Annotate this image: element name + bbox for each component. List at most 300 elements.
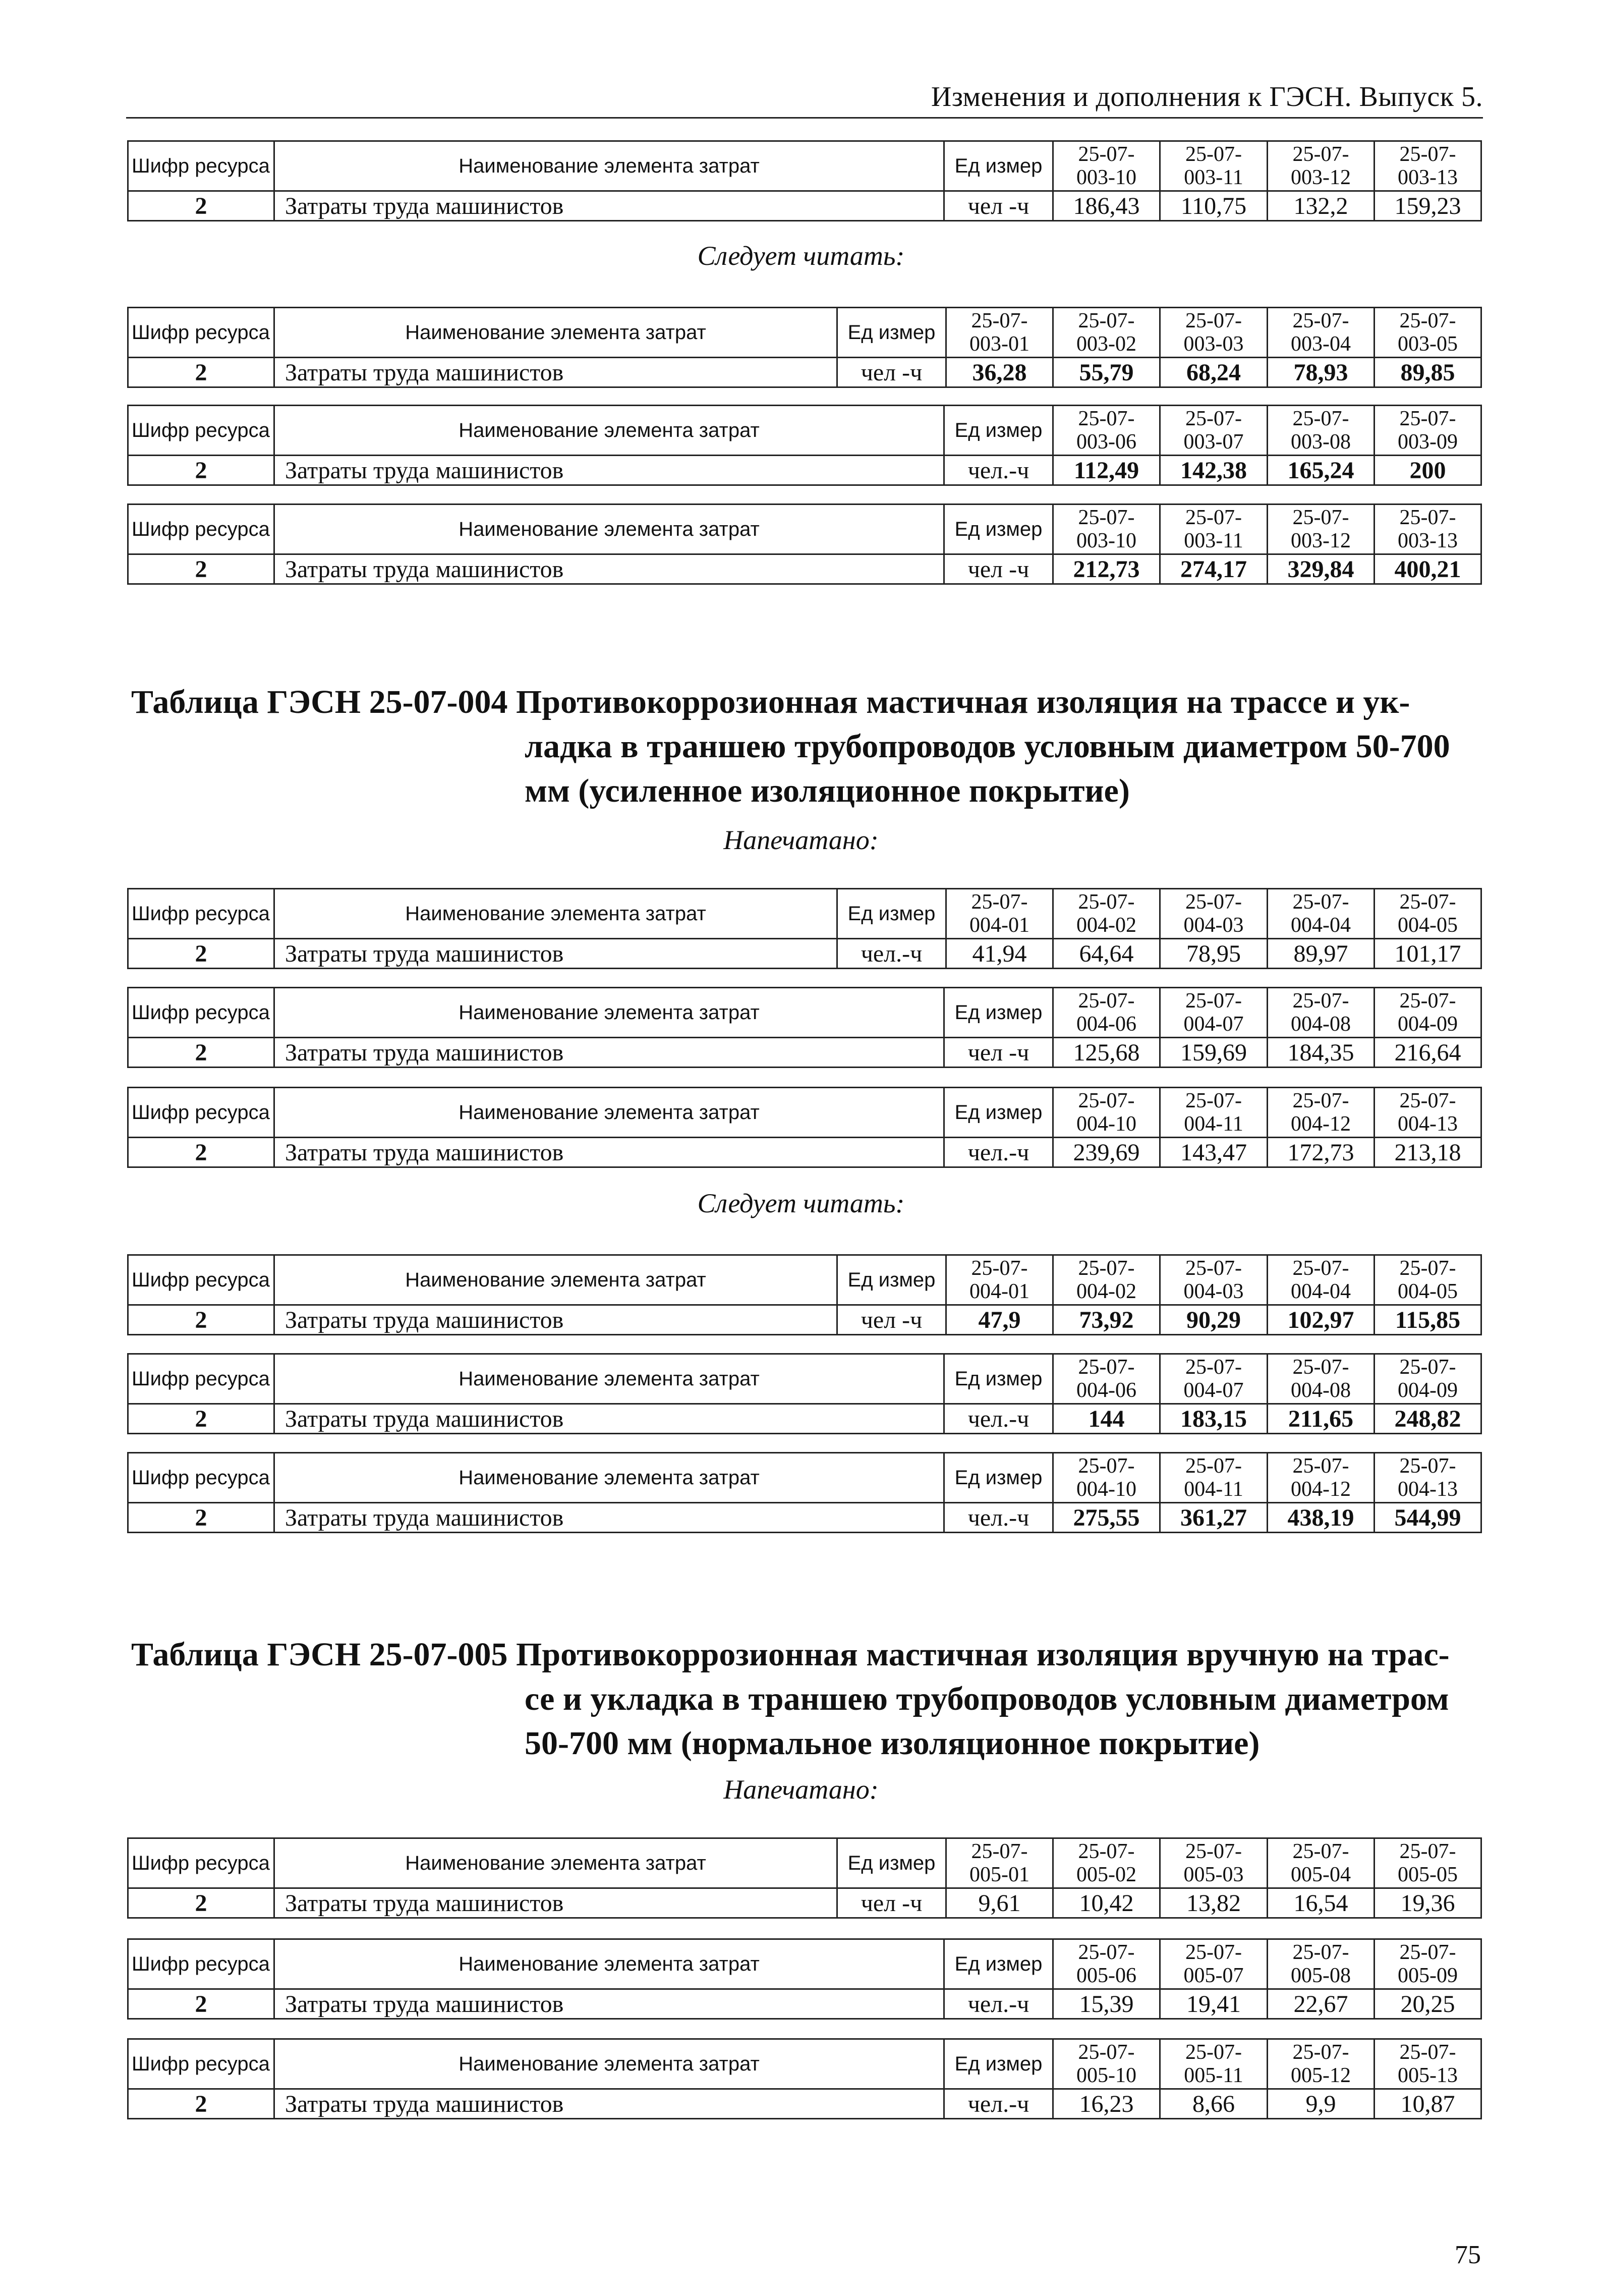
norm-code-prefix: 25-07- [1078, 407, 1135, 430]
unit-value: чел.-ч [944, 1138, 1053, 1167]
name-header: Наименование элемента затрат [274, 1354, 944, 1404]
unit-value: чел -ч [944, 1038, 1053, 1068]
norm-code-prefix: 25-07- [1185, 1089, 1242, 1112]
norm-code-prefix: 25-07- [971, 1257, 1028, 1280]
norm-code-suffix: 005-03 [1183, 1863, 1244, 1886]
resource-code: 2 [128, 554, 274, 584]
norm-code-prefix: 25-07- [971, 309, 1028, 332]
resource-table [127, 307, 1482, 388]
cost-value: 10,87 [1375, 2089, 1481, 2119]
page-number: 75 [1455, 2241, 1481, 2269]
resource-table [127, 1452, 1482, 1533]
resource-table [127, 2038, 1482, 2119]
norm-code-suffix: 003-13 [1398, 529, 1458, 552]
norm-code-suffix: 004-13 [1398, 1112, 1458, 1136]
norm-code-header [1053, 406, 1160, 456]
name-header: Наименование элемента затрат [274, 1453, 944, 1503]
resource-table [127, 1938, 1482, 2020]
unit-value: чел -ч [837, 1888, 946, 1918]
resource-code: 2 [128, 456, 274, 485]
norm-code-prefix: 25-07- [1292, 506, 1349, 529]
unit-value: чел -ч [837, 358, 946, 387]
norm-code-prefix: 25-07- [1078, 1454, 1135, 1478]
cost-value: 9,9 [1268, 2089, 1375, 2119]
cost-value: 438,19 [1268, 1503, 1375, 1533]
cipher-header: Шифр ресурса [128, 889, 274, 939]
cost-value: 41,94 [946, 939, 1053, 969]
table-header-row [128, 889, 1481, 939]
cost-value: 211,65 [1268, 1404, 1375, 1434]
cost-value: 47,9 [946, 1305, 1053, 1335]
norm-code-header [1160, 1354, 1268, 1404]
norm-code-header [1053, 308, 1160, 358]
cipher-header: Шифр ресурса [128, 1354, 274, 1404]
norm-code-suffix: 005-02 [1076, 1863, 1136, 1886]
cost-value: 112,49 [1053, 456, 1160, 485]
cost-value: 90,29 [1160, 1305, 1268, 1335]
resource-table [127, 888, 1482, 969]
resource-code: 2 [128, 939, 274, 969]
norm-code-prefix: 25-07- [1292, 1089, 1349, 1112]
norm-code-prefix: 25-07- [1399, 1257, 1456, 1280]
cost-value: 101,17 [1375, 939, 1481, 969]
resource-name: Затраты труда машинистов [274, 191, 944, 221]
norm-code-header [1268, 406, 1375, 456]
resource-name: Затраты труда машинистов [274, 1404, 944, 1434]
unit-header: Ед измер [944, 406, 1053, 456]
norm-code-prefix: 25-07- [1292, 2041, 1349, 2064]
norm-code-suffix: 005-10 [1076, 2064, 1136, 2087]
norm-code-header [1053, 2039, 1160, 2089]
norm-code-header [1053, 1354, 1160, 1404]
norm-code-prefix: 25-07- [1078, 890, 1135, 914]
norm-code-prefix: 25-07- [1185, 1356, 1242, 1379]
norm-code-prefix: 25-07- [1399, 1089, 1456, 1112]
cost-value: 125,68 [1053, 1038, 1160, 1068]
norm-code-prefix: 25-07- [1399, 890, 1456, 914]
norm-code-header [1053, 1838, 1160, 1888]
norm-code-header [1375, 1453, 1481, 1503]
unit-value: чел.-ч [944, 1503, 1053, 1533]
norm-code-suffix: 003-07 [1183, 430, 1244, 454]
unit-value: чел.-ч [944, 456, 1053, 485]
name-header: Наименование элемента затрат [274, 988, 944, 1038]
table-row [128, 2089, 1481, 2119]
cost-value: 36,28 [946, 358, 1053, 387]
cost-value: 165,24 [1268, 456, 1375, 485]
norm-code-header [1375, 1354, 1481, 1404]
resource-table [127, 1254, 1482, 1335]
norm-code-prefix: 25-07- [1399, 1454, 1456, 1478]
norm-code-header [1375, 505, 1481, 554]
table-row [128, 191, 1481, 221]
cost-value: 274,17 [1160, 554, 1268, 584]
cost-value: 9,61 [946, 1888, 1053, 1918]
norm-code-suffix: 004-12 [1291, 1478, 1351, 1501]
resource-name: Затраты труда машинистов [274, 1305, 837, 1335]
norm-code-prefix: 25-07- [1399, 143, 1456, 166]
cost-value: 89,85 [1375, 358, 1481, 387]
unit-header: Ед измер [944, 1088, 1053, 1138]
resource-name: Затраты труда машинистов [274, 1989, 944, 2019]
norm-code-prefix: 25-07- [1185, 407, 1242, 430]
norm-code-header [1053, 141, 1160, 191]
name-header: Наименование элемента затрат [274, 308, 837, 358]
norm-code-suffix: 004-05 [1398, 1280, 1458, 1303]
page-header-title: Изменения и дополнения к ГЭСН. Выпуск 5. [931, 81, 1483, 113]
norm-code-suffix: 005-06 [1076, 1964, 1136, 1987]
table-header-row [128, 988, 1481, 1038]
cost-value: 16,23 [1053, 2089, 1160, 2119]
table-row [128, 1038, 1481, 1068]
name-header: Наименование элемента затрат [274, 406, 944, 456]
cost-value: 143,47 [1160, 1138, 1268, 1167]
cipher-header: Шифр ресурса [128, 1838, 274, 1888]
norm-code-header [1160, 1453, 1268, 1503]
norm-code-prefix: 25-07- [1078, 143, 1135, 166]
cipher-header: Шифр ресурса [128, 2039, 274, 2089]
cipher-header: Шифр ресурса [128, 1453, 274, 1503]
resource-code: 2 [128, 2089, 274, 2119]
read-as-note: Следует читать: [697, 1188, 905, 1218]
cipher-header: Шифр ресурса [128, 406, 274, 456]
norm-code-header [1375, 308, 1481, 358]
unit-header: Ед измер [837, 889, 946, 939]
norm-code-prefix: 25-07- [1185, 1941, 1242, 1964]
table-row [128, 358, 1481, 387]
norm-code-header [1053, 1453, 1160, 1503]
unit-value: чел -ч [837, 1305, 946, 1335]
cost-value: 13,82 [1160, 1888, 1268, 1918]
norm-code-header [1053, 988, 1160, 1038]
norm-code-header [1375, 406, 1481, 456]
resource-table [127, 1087, 1482, 1168]
name-header: Наименование элемента затрат [274, 889, 837, 939]
norm-code-suffix: 004-01 [969, 914, 1029, 937]
norm-code-prefix: 25-07- [1399, 407, 1456, 430]
cost-value: 216,64 [1375, 1038, 1481, 1068]
norm-code-suffix: 003-11 [1184, 166, 1243, 189]
unit-header: Ед измер [837, 1255, 946, 1305]
cost-value: 115,85 [1375, 1305, 1481, 1335]
cost-value: 275,55 [1053, 1503, 1160, 1533]
table-header-row [128, 308, 1481, 358]
resource-code: 2 [128, 1305, 274, 1335]
norm-code-prefix: 25-07- [1185, 890, 1242, 914]
resource-code: 2 [128, 358, 274, 387]
norm-code-suffix: 005-13 [1398, 2064, 1458, 2087]
norm-code-suffix: 004-11 [1184, 1478, 1243, 1501]
norm-code-prefix: 25-07- [1185, 143, 1242, 166]
norm-code-suffix: 003-04 [1291, 332, 1351, 356]
name-header: Наименование элемента затрат [274, 2039, 944, 2089]
unit-value: чел.-ч [944, 1989, 1053, 2019]
cost-value: 159,23 [1375, 191, 1481, 221]
norm-code-prefix: 25-07- [1399, 2041, 1456, 2064]
resource-name: Затраты труда машинистов [274, 1038, 944, 1068]
unit-header: Ед измер [944, 988, 1053, 1038]
cipher-header: Шифр ресурса [128, 505, 274, 554]
norm-code-header [1268, 1354, 1375, 1404]
table-header-row [128, 1255, 1481, 1305]
norm-code-suffix: 003-10 [1076, 529, 1136, 552]
cost-value: 15,39 [1053, 1989, 1160, 2019]
norm-code-header [1160, 1088, 1268, 1138]
norm-code-header [1268, 1453, 1375, 1503]
table-header-row [128, 1939, 1481, 1989]
cost-value: 361,27 [1160, 1503, 1268, 1533]
norm-code-suffix: 003-08 [1291, 430, 1351, 454]
table-row [128, 1888, 1481, 1918]
norm-code-prefix: 25-07- [1292, 1454, 1349, 1478]
norm-code-header [1053, 1088, 1160, 1138]
table-row [128, 456, 1481, 485]
norm-code-prefix: 25-07- [1292, 890, 1349, 914]
norm-code-header [1268, 889, 1375, 939]
name-header: Наименование элемента затрат [274, 1838, 837, 1888]
norm-code-suffix: 004-08 [1291, 1379, 1351, 1402]
norm-code-suffix: 003-12 [1291, 529, 1351, 552]
norm-code-header [1375, 1939, 1481, 1989]
norm-code-header [946, 308, 1053, 358]
resource-code: 2 [128, 1888, 274, 1918]
norm-code-prefix: 25-07- [1292, 1840, 1349, 1863]
cost-value: 89,97 [1268, 939, 1375, 969]
norm-code-header [1375, 1838, 1481, 1888]
cipher-header: Шифр ресурса [128, 1939, 274, 1989]
norm-code-prefix: 25-07- [1292, 407, 1349, 430]
table-row [128, 1989, 1481, 2019]
resource-code: 2 [128, 1503, 274, 1533]
norm-code-prefix: 25-07- [1078, 506, 1135, 529]
norm-code-header [1268, 1088, 1375, 1138]
section-title-line: Таблица ГЭСН 25-07-004 Противокоррозионная мастичная изоляция на трассе и ук- [131, 684, 1410, 720]
norm-code-suffix: 004-09 [1398, 1379, 1458, 1402]
norm-code-header [1160, 308, 1268, 358]
cost-value: 55,79 [1053, 358, 1160, 387]
cost-value: 159,69 [1160, 1038, 1268, 1068]
norm-code-header [1160, 1838, 1268, 1888]
norm-code-prefix: 25-07- [1078, 1356, 1135, 1379]
norm-code-prefix: 25-07- [1078, 989, 1135, 1013]
table-header-row [128, 1354, 1481, 1404]
unit-header: Ед измер [944, 1453, 1053, 1503]
unit-header: Ед измер [944, 505, 1053, 554]
norm-code-header [1160, 406, 1268, 456]
norm-code-header [1268, 988, 1375, 1038]
norm-code-prefix: 25-07- [1399, 1941, 1456, 1964]
table-header-row [128, 1088, 1481, 1138]
norm-code-header [1053, 505, 1160, 554]
cost-value: 132,2 [1268, 191, 1375, 221]
cost-value: 8,66 [1160, 2089, 1268, 2119]
resource-code: 2 [128, 1404, 274, 1434]
norm-code-prefix: 25-07- [1078, 1840, 1135, 1863]
cost-value: 64,64 [1053, 939, 1160, 969]
resource-code: 2 [128, 1138, 274, 1167]
norm-code-header [1375, 1255, 1481, 1305]
unit-value: чел.-ч [944, 2089, 1053, 2119]
norm-code-header [1268, 141, 1375, 191]
norm-code-prefix: 25-07- [1185, 1840, 1242, 1863]
norm-code-suffix: 004-01 [969, 1280, 1029, 1303]
cost-value: 184,35 [1268, 1038, 1375, 1068]
cost-value: 142,38 [1160, 456, 1268, 485]
norm-code-suffix: 005-08 [1291, 1964, 1351, 1987]
name-header: Наименование элемента затрат [274, 141, 944, 191]
cost-value: 213,18 [1375, 1138, 1481, 1167]
section-title-25-07-004 [131, 680, 1473, 813]
norm-code-prefix: 25-07- [1292, 1257, 1349, 1280]
norm-code-header [1375, 988, 1481, 1038]
norm-code-header [1268, 1939, 1375, 1989]
norm-code-prefix: 25-07- [1078, 1089, 1135, 1112]
cost-value: 19,41 [1160, 1989, 1268, 2019]
unit-header: Ед измер [944, 1939, 1053, 1989]
resource-name: Затраты труда машинистов [274, 554, 944, 584]
cost-value: 329,84 [1268, 554, 1375, 584]
norm-code-prefix: 25-07- [1078, 2041, 1135, 2064]
norm-code-prefix: 25-07- [1292, 989, 1349, 1013]
cost-value: 20,25 [1375, 1989, 1481, 2019]
unit-value: чел -ч [944, 191, 1053, 221]
resource-code: 2 [128, 1038, 274, 1068]
unit-value: чел -ч [944, 554, 1053, 584]
table-row [128, 939, 1481, 969]
section-title-line: 50-700 мм (нормальное изоляционное покрытие) [525, 1725, 1260, 1762]
norm-code-suffix: 005-04 [1291, 1863, 1351, 1886]
norm-code-header [1053, 1939, 1160, 1989]
norm-code-suffix: 003-13 [1398, 166, 1458, 189]
norm-code-header [1160, 2039, 1268, 2089]
unit-header: Ед измер [837, 1838, 946, 1888]
cipher-header: Шифр ресурса [128, 1088, 274, 1138]
norm-code-suffix: 004-13 [1398, 1478, 1458, 1501]
table-header-row [128, 1838, 1481, 1888]
cost-value: 78,95 [1160, 939, 1268, 969]
norm-code-header [1268, 2039, 1375, 2089]
norm-code-suffix: 003-06 [1076, 430, 1136, 454]
resource-name: Затраты труда машинистов [274, 1138, 944, 1167]
norm-code-prefix: 25-07- [1292, 1356, 1349, 1379]
table-header-row [128, 1453, 1481, 1503]
norm-code-suffix: 005-05 [1398, 1863, 1458, 1886]
norm-code-header [1375, 141, 1481, 191]
norm-code-suffix: 004-08 [1291, 1013, 1351, 1036]
norm-code-prefix: 25-07- [1292, 309, 1349, 332]
table-row [128, 1138, 1481, 1167]
resource-table [127, 503, 1482, 585]
resource-name: Затраты труда машинистов [274, 456, 944, 485]
norm-code-header [1160, 1939, 1268, 1989]
section-title-line: Таблица ГЭСН 25-07-005 Противокоррозионная мастичная изоляция вручную на трас- [131, 1636, 1450, 1673]
table-header-row [128, 406, 1481, 456]
norm-code-prefix: 25-07- [1399, 506, 1456, 529]
norm-code-prefix: 25-07- [971, 1840, 1028, 1863]
cost-value: 239,69 [1053, 1138, 1160, 1167]
norm-code-suffix: 004-07 [1183, 1013, 1244, 1036]
norm-code-prefix: 25-07- [1078, 1257, 1135, 1280]
norm-code-suffix: 003-09 [1398, 430, 1458, 454]
norm-code-header [1375, 2039, 1481, 2089]
norm-code-header [1268, 1255, 1375, 1305]
norm-code-header [1053, 1255, 1160, 1305]
norm-code-suffix: 003-05 [1398, 332, 1458, 356]
table-row [128, 1404, 1481, 1434]
unit-header: Ед измер [944, 2039, 1053, 2089]
table-row [128, 1503, 1481, 1533]
cost-value: 544,99 [1375, 1503, 1481, 1533]
norm-code-suffix: 004-02 [1076, 914, 1136, 937]
read-as-note: Следует читать: [697, 241, 905, 271]
norm-code-suffix: 004-12 [1291, 1112, 1351, 1136]
table-header-row [128, 505, 1481, 554]
cost-value: 200 [1375, 456, 1481, 485]
cost-value: 144 [1053, 1404, 1160, 1434]
table-row [128, 554, 1481, 584]
resource-code: 2 [128, 1989, 274, 2019]
norm-code-header [1160, 889, 1268, 939]
cost-value: 10,42 [1053, 1888, 1160, 1918]
cipher-header: Шифр ресурса [128, 1255, 274, 1305]
norm-code-suffix: 003-12 [1291, 166, 1351, 189]
cost-value: 110,75 [1160, 191, 1268, 221]
printed-note: Напечатано: [723, 1774, 879, 1805]
cipher-header: Шифр ресурса [128, 988, 274, 1038]
cost-value: 19,36 [1375, 1888, 1481, 1918]
unit-value: чел.-ч [837, 939, 946, 969]
norm-code-prefix: 25-07- [1399, 1356, 1456, 1379]
norm-code-prefix: 25-07- [971, 890, 1028, 914]
norm-code-suffix: 004-10 [1076, 1478, 1136, 1501]
norm-code-suffix: 004-05 [1398, 914, 1458, 937]
norm-code-header [946, 1255, 1053, 1305]
norm-code-suffix: 005-01 [969, 1863, 1029, 1886]
cost-value: 78,93 [1268, 358, 1375, 387]
norm-code-prefix: 25-07- [1185, 989, 1242, 1013]
norm-code-prefix: 25-07- [1292, 143, 1349, 166]
norm-code-header [1268, 505, 1375, 554]
unit-header: Ед измер [944, 141, 1053, 191]
name-header: Наименование элемента затрат [274, 505, 944, 554]
norm-code-suffix: 003-02 [1076, 332, 1136, 356]
table-row [128, 1305, 1481, 1335]
section-title-line: ладка в траншею трубопроводов условным диаметром 50-700 [525, 728, 1450, 765]
norm-code-header [946, 889, 1053, 939]
norm-code-suffix: 005-07 [1183, 1964, 1244, 1987]
norm-code-suffix: 004-04 [1291, 914, 1351, 937]
cipher-header: Шифр ресурса [128, 308, 274, 358]
cost-value: 183,15 [1160, 1404, 1268, 1434]
norm-code-prefix: 25-07- [1185, 506, 1242, 529]
norm-code-suffix: 004-03 [1183, 914, 1244, 937]
norm-code-header [1268, 1838, 1375, 1888]
norm-code-suffix: 004-10 [1076, 1112, 1136, 1136]
name-header: Наименование элемента затрат [274, 1255, 837, 1305]
resource-name: Затраты труда машинистов [274, 2089, 944, 2119]
cost-value: 186,43 [1053, 191, 1160, 221]
resource-name: Затраты труда машинистов [274, 1503, 944, 1533]
norm-code-suffix: 003-11 [1184, 529, 1243, 552]
norm-code-prefix: 25-07- [1185, 2041, 1242, 2064]
norm-code-prefix: 25-07- [1399, 309, 1456, 332]
norm-code-suffix: 004-06 [1076, 1013, 1136, 1036]
resource-table [127, 405, 1482, 486]
norm-code-suffix: 004-02 [1076, 1280, 1136, 1303]
section-title-line: се и укладка в траншею трубопроводов условным диаметром [525, 1681, 1449, 1717]
resource-table [127, 140, 1482, 221]
section-title-25-07-005 [131, 1633, 1473, 1766]
